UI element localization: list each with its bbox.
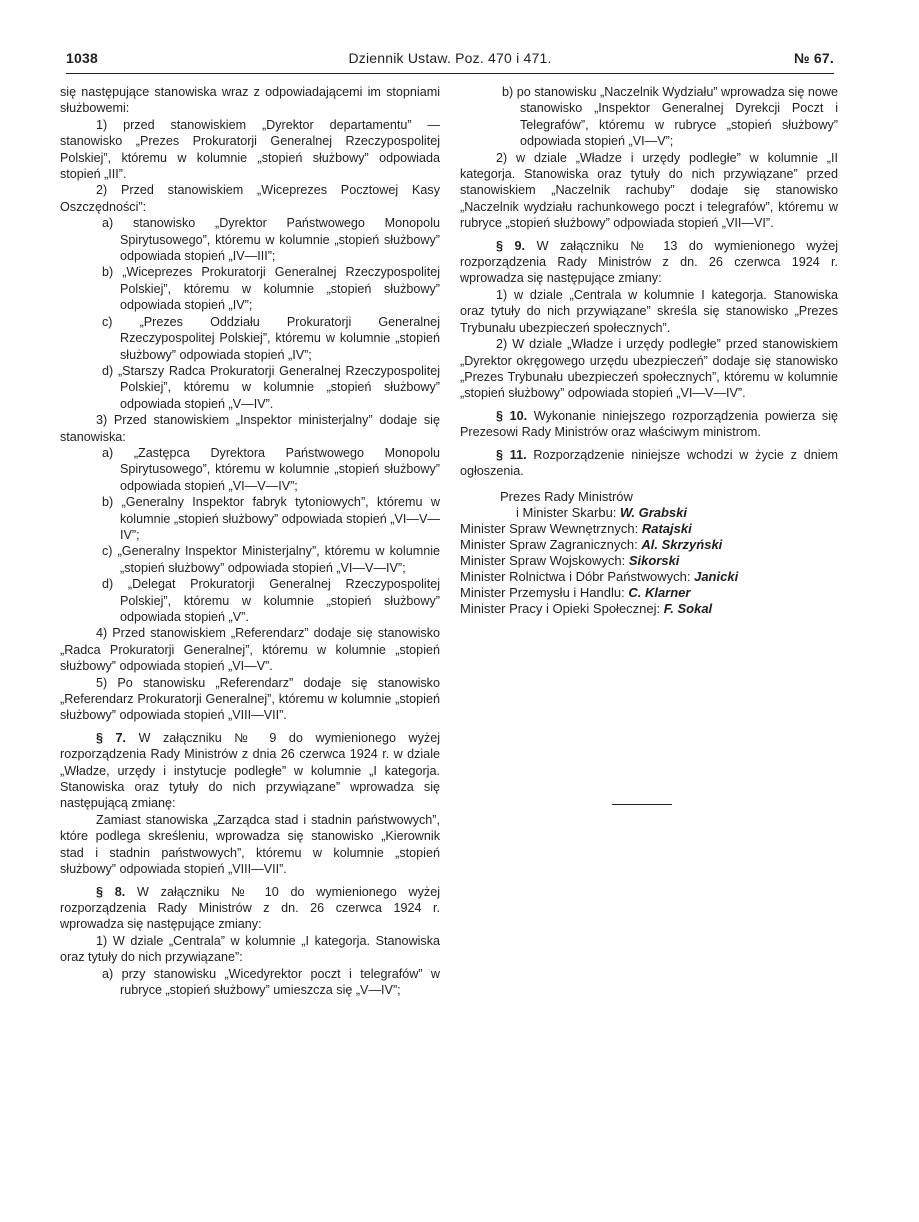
paragraph: 1) przed stanowiskiem „Dyrektor departamentu” — stanowisko „Prezes Prokuratorji Generalnej Rzeczypospolitej Polskiej”, któremu w kolumnie „stopień służbowy” odpowiada stopień „III”. (60, 117, 440, 182)
section-text: Wykonanie niniejszego rozporządzenia powierza się Prezesowi Rady Ministrów oraz właściwym ministrom. (460, 408, 839, 440)
paragraph: 2) w dziale „Władze i urzędy podległe” w kolumnie „II kategorja. Stanowiska oraz tytuły do nich przywiązane” przed stanowiskiem „Naczelnik rachuby” dodaje się stanowisko „Naczelnik wydziału rachunkowego poczt i telegrafów”, któremu w rubryce „stopień służbowy” odpowiada stopień „VII—VI”. (460, 150, 838, 231)
signature-line (460, 537, 838, 553)
section-text: W załączniku № 13 do wymienionego wyżej rozporządzenia Rady Ministrów z dn. 26 czerwca 1924 r. wprowadza się następujące zmiany: (460, 238, 838, 286)
section-number: § 11. (496, 447, 527, 462)
signature-name: Sikorski (628, 553, 680, 569)
signature-line (460, 601, 838, 617)
section-9 (460, 238, 838, 287)
section-11 (460, 447, 838, 480)
section-8 (60, 884, 440, 933)
section-number: § 9. (496, 238, 526, 253)
list-item: b) „Wiceprezes Prokuratorji Generalnej Rzeczypospolitej Polskiej”, któremu w kolumnie „stopień służbowy” odpowiada stopień „IV”; (102, 265, 440, 313)
page-number: 1038 (66, 50, 98, 66)
page-header (66, 50, 834, 70)
signature-name: Janicki (694, 569, 739, 585)
section-text: W załączniku № 10 do wymienionego wyżej rozporządzenia Rady Ministrów z dn. 26 czerwca 1924 r. wprowadza się następujące zmiany: (60, 884, 441, 932)
section-7 (60, 730, 440, 812)
paragraph: 5) Po stanowisku „Referendarz” dodaje się stanowisko „Referendarz Prokuratorji Generalnej”, któremu w kolumnie „stopień służbowy” odpowiada stopień „VIII—VII”. (60, 675, 440, 723)
list-item: b) „Generalny Inspektor fabryk tytoniowych”, któremu w kolumnie „stopień służbowy” odpowiada stopień „VI—V—IV”; (102, 495, 440, 542)
paragraph: 2) Przed stanowiskiem „Wiceprezes Pocztowej Kasy Oszczędności”: (60, 183, 440, 214)
section-10 (460, 408, 838, 441)
end-divider (612, 804, 672, 805)
list-item: c) „Prezes Oddziału Prokuratorji Generalnej Rzeczypospolitej Polskiej”, któremu w kolumnie „stopień służbowy” odpowiada stopień „IV”; (102, 314, 440, 362)
section-text: W załączniku № 9 do wymienionego wyżej rozporządzenia Rady Ministrów z dnia 26 czerwca 1924 r. w dziale „Władze, urzędy i instytucje podległe” w kolumnie „I kategorja. Stanowiska oraz tytuły do nich przywiązane” wprowadza się następującą zmianę: (60, 730, 440, 811)
signature-line (460, 521, 838, 537)
section-text: Rozporządzenie niniejsze wchodzi w życie z dniem ogłoszenia. (460, 447, 839, 478)
signature-line (460, 569, 838, 585)
paragraph: 2) W dziale „Władze i urzędy podległe” przed stanowiskiem „Dyrektor okręgowego urzędu ubezpieczeń” dodaje się stanowisko „Prezes Trybunału ubezpieczeń społecznych”, któremu w kolumnie „stopień służbowy” odpowiada stopień „VI—V—IV”. (460, 337, 838, 401)
paragraph: Zamiast stanowiska „Zarządca stad i stadnin państwowych”, które podlega skreśleniu, wprowadza się stanowisko „Kierownik stad i stadnin państwowych”, któremu w kolumnie „stopień służbowy” odpowiada stopień „VIII—VII”. (60, 812, 440, 877)
issue-number: № 67. (794, 50, 834, 66)
signature-title: Prezes Rady Ministrów (500, 489, 633, 505)
paragraph: się następujące stanowiska wraz z odpowiadającemi im stopniami służbowemi: (60, 85, 440, 116)
signature-role: Minister Spraw Wojskowych: (460, 553, 626, 569)
signature-role: i Minister Skarbu: (516, 505, 617, 521)
paragraph: 1) w dziale „Centrala w kolumnie I kategorja. Stanowiska oraz tytuły do nich przywiązane” skreśla się stanowisko „Prezes Trybunału ubezpieczeń społecznych”. (460, 287, 838, 335)
left-column (60, 84, 440, 998)
list-item: b) po stanowisku „Naczelnik Wydziału” wprowadza się nowe stanowisko „Inspektor Generalnej Dyrekcji Poczt i Telegrafów”, któremu w rubryce „stopień służbowy” odpowiada stopień „VI—V”; (502, 85, 838, 149)
signature-name: F. Sokal (663, 601, 713, 617)
section-number: § 10. (496, 408, 528, 423)
header-divider (66, 73, 834, 74)
paragraph: 4) Przed stanowiskiem „Referendarz” dodaje się stanowisko „Radca Prokuratorji Generalnej”, któremu w kolumnie „stopień służbowy” odpowiada stopień „VI—V”. (60, 626, 440, 674)
signature-role: Minister Spraw Wewnętrznych: (460, 521, 639, 537)
signature-line (460, 585, 838, 601)
signature-block (460, 489, 838, 617)
signature-name: W. Grabski (620, 505, 687, 521)
signature-role: Minister Przemysłu i Handlu: (460, 585, 625, 601)
right-column (460, 84, 838, 617)
list-item: c) „Generalny Inspektor Ministerjalny”, któremu w kolumnie „stopień służbowy” odpowiada stopień „VI—V—IV”; (102, 544, 440, 575)
signature-role: Minister Pracy i Opieki Społecznej: (460, 601, 661, 617)
signature-role: Minister Rolnictwa i Dóbr Państwowych: (460, 569, 691, 585)
signature-line (460, 553, 838, 569)
paragraph: 1) W dziale „Centrala” w kolumnie „I kategorja. Stanowiska oraz tytuły do nich przywiązane”: (60, 933, 440, 965)
signature-name: Al. Skrzyński (641, 537, 723, 553)
section-number: § 7. (96, 730, 127, 745)
signature-role: Minister Spraw Zagranicznych: (460, 537, 638, 553)
list-item: a) stanowisko „Dyrektor Państwowego Monopolu Spirytusowego”, któremu w kolumnie „stopień służbowy” odpowiada stopień „IV—III”; (102, 216, 440, 264)
signature-line (460, 505, 838, 521)
list-item: a) „Zastępca Dyrektora Państwowego Monopolu Spirytusowego”, któremu w kolumnie „stopień służbowy” odpowiada stopień „VI—V—IV”; (102, 445, 440, 493)
journal-title: Dziennik Ustaw. Poz. 470 i 471. (348, 50, 552, 66)
list-item: d) „Delegat Prokuratorji Generalnej Rzeczypospolitej Polskiej”, któremu w kolumnie „stopień służbowy” odpowiada stopień „V”. (102, 577, 440, 624)
signature-name: Ratajski (641, 521, 692, 537)
paragraph: 3) Przed stanowiskiem „Inspektor ministerjalny” dodaje się stanowiska: (60, 413, 440, 444)
section-number: § 8. (96, 884, 126, 899)
signature-name: C. Klarner (628, 585, 691, 601)
list-item: a) przy stanowisku „Wicedyrektor poczt i telegrafów” w rubryce „stopień służbowy” umieszcza się „V—IV”; (102, 966, 440, 997)
list-item: d) „Starszy Radca Prokuratorji Generalnej Rzeczypospolitej Polskiej”, któremu w kolumnie „stopień służbowy” odpowiada stopień „V—IV”. (102, 363, 440, 411)
